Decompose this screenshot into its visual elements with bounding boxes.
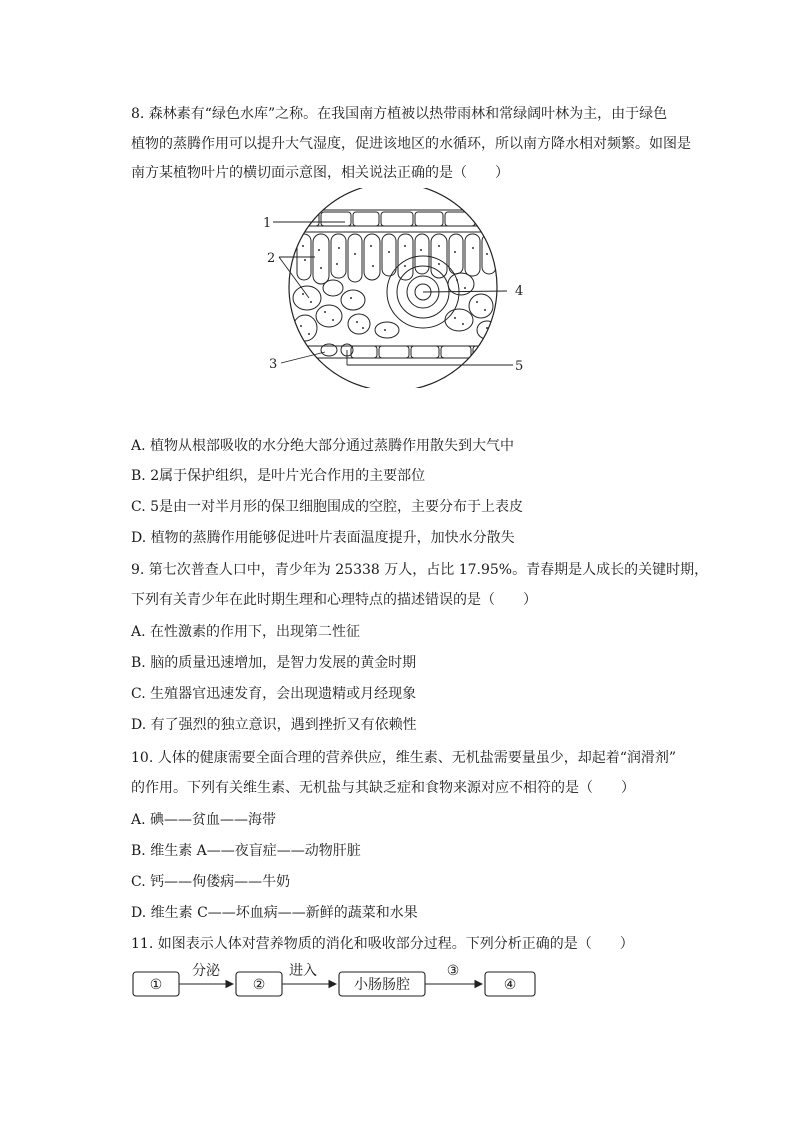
q8-line-2: 植物的蒸腾作用可以提升大气湿度，促进该地区的水循环，所以南方降水相对频繁。如图是 xyxy=(131,136,691,152)
q8-option-a: A. 植物从根部吸收的水分绝大部分通过蒸腾作用散失到大气中 xyxy=(131,438,515,454)
q9-line-2: 下列有关青少年在此时期生理和心理特点的描述错误的是（ ） xyxy=(131,592,537,608)
q9-option-c: C. 生殖器官迅速发育，会出现遗精或月经现象 xyxy=(131,686,417,702)
q10-option-b: B. 维生素 A——夜盲症——动物肝脏 xyxy=(131,843,361,859)
q8-option-d: D. 植物的蒸腾作用能够促进叶片表面温度提升，加快水分散失 xyxy=(131,530,515,546)
figure-label-2: 2 xyxy=(267,251,276,266)
q9-option-b: B. 脑的质量迅速增加，是智力发展的黄金时期 xyxy=(131,655,417,671)
figure-label-3: 3 xyxy=(269,357,278,372)
q9-line-1: 9. 第七次普查人口中，青少年为 25338 万人，占比 17.95%。青春期是人成长的关键时期， xyxy=(131,562,709,578)
q10-option-d: D. 维生素 C——坏血病——新鲜的蔬菜和水果 xyxy=(131,905,418,921)
flow-box-3-label: 小肠肠腔 xyxy=(354,977,410,993)
q10-line-1: 10. 人体的健康需要全面合理的营养供应，维生素、无机盐需要量虽少，却起着“润滑剂” xyxy=(131,750,677,766)
q8-line-3: 南方某植物叶片的横切面示意图，相关说法正确的是（ ） xyxy=(131,165,509,181)
q8-line-1: 8. 森林素有“绿色水库”之称。在我国南方植被以热带雨林和常绿阔叶林为主，由于绿色 xyxy=(131,106,668,122)
flow-box-1-label: ① xyxy=(149,977,163,993)
flow-arrow-2-label: 进入 xyxy=(289,963,317,979)
q9-option-d: D. 有了强烈的独立意识，遇到挫折又有依赖性 xyxy=(131,717,417,733)
q8-option-b: B. 2属于保护组织，是叶片光合作用的主要部位 xyxy=(131,468,426,484)
flow-box-4-label: ④ xyxy=(503,977,517,993)
q8-option-c: C. 5是由一对半月形的保卫细胞围成的空腔，主要分布于上表皮 xyxy=(131,499,524,515)
flow-arrow-3-label: ③ xyxy=(446,963,460,979)
flow-arrow-1-label: 分泌 xyxy=(192,963,220,979)
flow-box-2-label: ② xyxy=(252,977,266,993)
figure-label-5: 5 xyxy=(515,359,524,374)
q9-option-a: A. 在性激素的作用下，出现第二性征 xyxy=(131,624,361,640)
figure-label-4: 4 xyxy=(515,284,524,299)
q10-option-c: C. 钙——佝偻病——牛奶 xyxy=(131,874,291,890)
figure-label-1: 1 xyxy=(263,216,272,231)
q11-line-1: 11. 如图表示人体对营养物质的消化和吸收部分过程。下列分析正确的是（ ） xyxy=(131,936,634,952)
q10-line-2: 的作用。下列有关维生素、无机盐与其缺乏症和食物来源对应不相符的是（ ） xyxy=(131,780,635,796)
q10-option-a: A. 碘——贫血——海带 xyxy=(131,812,277,828)
